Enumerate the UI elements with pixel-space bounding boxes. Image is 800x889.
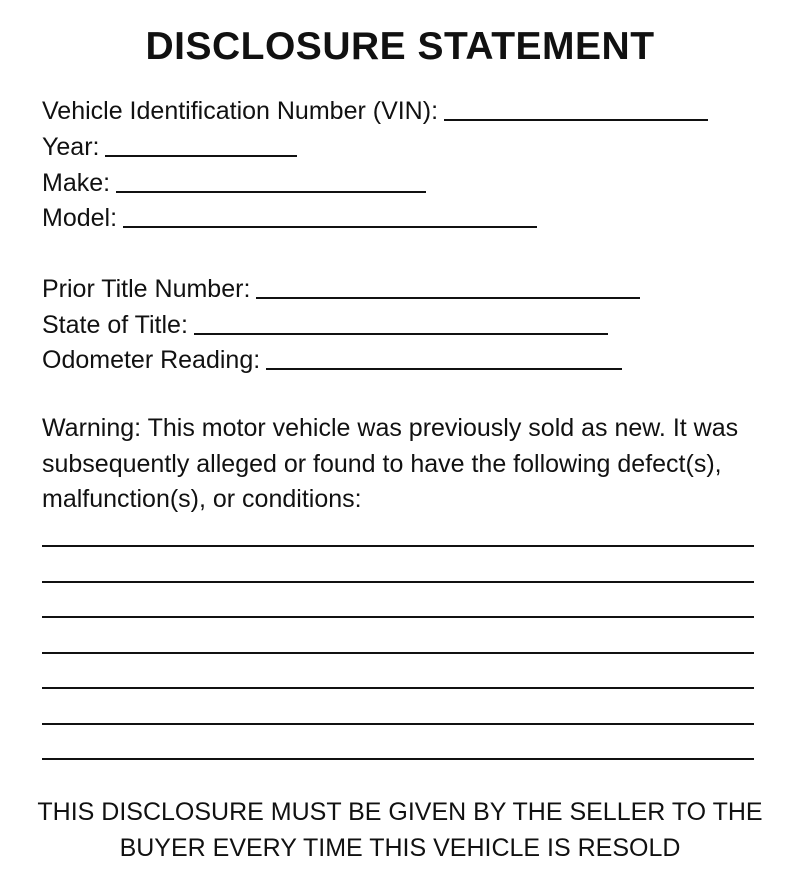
odometer-blank[interactable]	[266, 368, 622, 370]
state-of-title-blank[interactable]	[194, 333, 608, 335]
defect-line[interactable]	[42, 581, 754, 583]
vin-blank[interactable]	[444, 119, 708, 121]
footer-line-2: BUYER EVERY TIME THIS VEHICLE IS RESOLD	[119, 834, 681, 862]
defect-line[interactable]	[42, 616, 754, 618]
year-field	[42, 126, 297, 162]
prior-title-label: Prior Title Number:	[42, 275, 251, 303]
footer-line-1: THIS DISCLOSURE MUST BE GIVEN BY THE SELLER TO THE	[37, 798, 763, 826]
year-blank[interactable]	[105, 155, 297, 157]
defect-line[interactable]	[42, 687, 754, 689]
warning-text: Warning: This motor vehicle was previously sold as new. It was subsequently alleged or found to have the following defect(s), malfunction(s), or conditions:	[42, 414, 739, 513]
defect-line[interactable]	[42, 545, 754, 547]
vin-field	[42, 90, 708, 126]
model-field	[42, 197, 537, 233]
year-label: Year:	[42, 133, 100, 161]
model-label: Model:	[42, 204, 118, 232]
make-label: Make:	[42, 169, 111, 197]
prior-title-field	[42, 268, 640, 304]
make-field	[42, 162, 426, 198]
defect-line[interactable]	[42, 758, 754, 760]
footer-notice	[0, 794, 800, 866]
document-title: DISCLOSURE STATEMENT	[145, 25, 655, 68]
defect-line[interactable]	[42, 723, 754, 725]
state-of-title-label: State of Title:	[42, 311, 188, 339]
odometer-field	[42, 339, 622, 375]
make-blank[interactable]	[116, 191, 426, 193]
vin-label: Vehicle Identification Number (VIN):	[42, 97, 439, 125]
odometer-label: Odometer Reading:	[42, 346, 261, 374]
prior-title-blank[interactable]	[256, 297, 640, 299]
model-blank[interactable]	[123, 226, 537, 228]
state-of-title-field	[42, 304, 608, 340]
defect-line[interactable]	[42, 652, 754, 654]
